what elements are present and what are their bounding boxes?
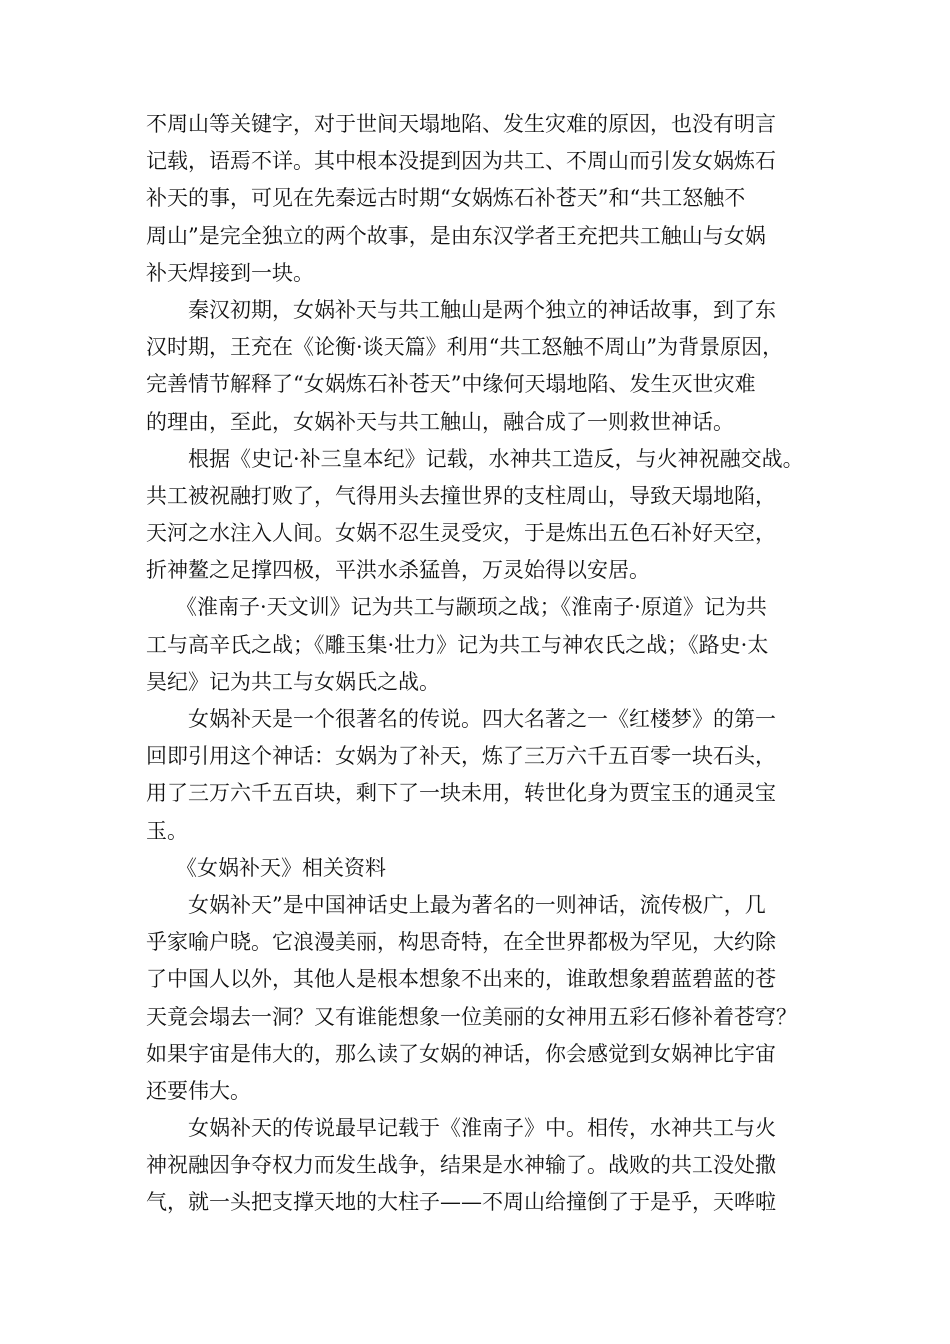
text-line: 用了三万六千五百块，剩下了一块未用，转世化身为贾宝玉的通灵宝 — [146, 781, 776, 806]
text-line: 秦汉初期，女娲补天与共工触山是两个独立的神话故事，到了东 — [188, 297, 776, 322]
text-line: 女娲补天是一个很著名的传说。四大名著之一《红楼梦》的第一 — [188, 707, 776, 731]
text-line: 了中国人以外，其他人是根本想象不出来的，谁敢想象碧蓝碧蓝的苍 — [146, 967, 776, 992]
text-line: 补天的事，可见在先秦远古时期“女娲炼石补苍天”和“共工怒触不 — [146, 186, 746, 211]
text-line: 玉。 — [146, 818, 188, 843]
document-body — [146, 106, 846, 1222]
text-line: 完善情节解释了“女娲炼石补苍天”中缘何天塌地陷、发生灭世灾难 — [146, 372, 756, 397]
text-line: 天河之水注入人间。女娲不忍生灵受灾，于是炼出五色石补好天空， — [146, 521, 776, 546]
text-line: 周山”是完全独立的两个故事，是由东汉学者王充把共工触山与女娲 — [146, 223, 766, 248]
text-line: 昊纪》记为共工与女娲氏之战。 — [146, 669, 440, 694]
text-line: 工与高辛氏之战；《雕玉集·壮力》记为共工与神农氏之战；《路史·太 — [146, 632, 769, 657]
text-line: 回即引用这个神话：女娲为了补天，炼了三万六千五百零一块石头， — [146, 744, 776, 769]
text-line: 汉时期，王充在《论衡·谈天篇》利用“共工怒触不周山”为背景原因， — [146, 335, 784, 360]
text-line: 记载，语焉不详。其中根本没提到因为共工、不周山而引发女娲炼石 — [146, 149, 776, 174]
text-line: 折神鳌之足撑四极，平洪水杀猛兽，万灵始得以安居。 — [146, 558, 650, 583]
text-line: 天竟会塌去一洞？又有谁能想象一位美丽的女神用五彩石修补着苍穹？ — [146, 1004, 797, 1029]
text-line: 根据《史记·补三皇本纪》记载，水神共工造反，与火神祝融交战。 — [188, 446, 804, 471]
text-line: 乎家喻户晓。它浪漫美丽，构思奇特，在全世界都极为罕见，大约除 — [146, 930, 776, 955]
text-line: 女娲补天的传说最早记载于《淮南子》中。相传，水神共工与火 — [188, 1116, 776, 1141]
text-line: 气，就一头把支撑天地的大柱子——不周山给撞倒了于是乎，天哗啦 — [146, 1190, 776, 1215]
text-line: 如果宇宙是伟大的，那么读了女娲的神话，你会感觉到女娲神比宇宙 — [146, 1041, 776, 1066]
text-line: 神祝融因争夺权力而发生战争，结果是水神输了。战败的共工没处撒 — [146, 1153, 776, 1178]
text-line: 不周山等关键字，对于世间天塌地陷、发生灾难的原因，也没有明言 — [146, 112, 776, 136]
text-line: 还要伟大。 — [146, 1078, 251, 1103]
text-line: 《女娲补天》相关资料 — [176, 855, 386, 880]
text-line: 补天焊接到一块。 — [146, 260, 314, 285]
text-line: 《淮南子·天文训》记为共工与颛顼之战；《淮南子·原道》记为共 — [176, 595, 767, 620]
text-line: 的理由，至此，女娲补天与共工触山，融合成了一则救世神话。 — [146, 409, 734, 434]
text-line: 共工被祝融打败了，气得用头去撞世界的支柱周山，导致天塌地陷， — [146, 483, 776, 508]
text-line: 女娲补天”是中国神话史上最为著名的一则神话，流传极广，几 — [188, 892, 766, 917]
